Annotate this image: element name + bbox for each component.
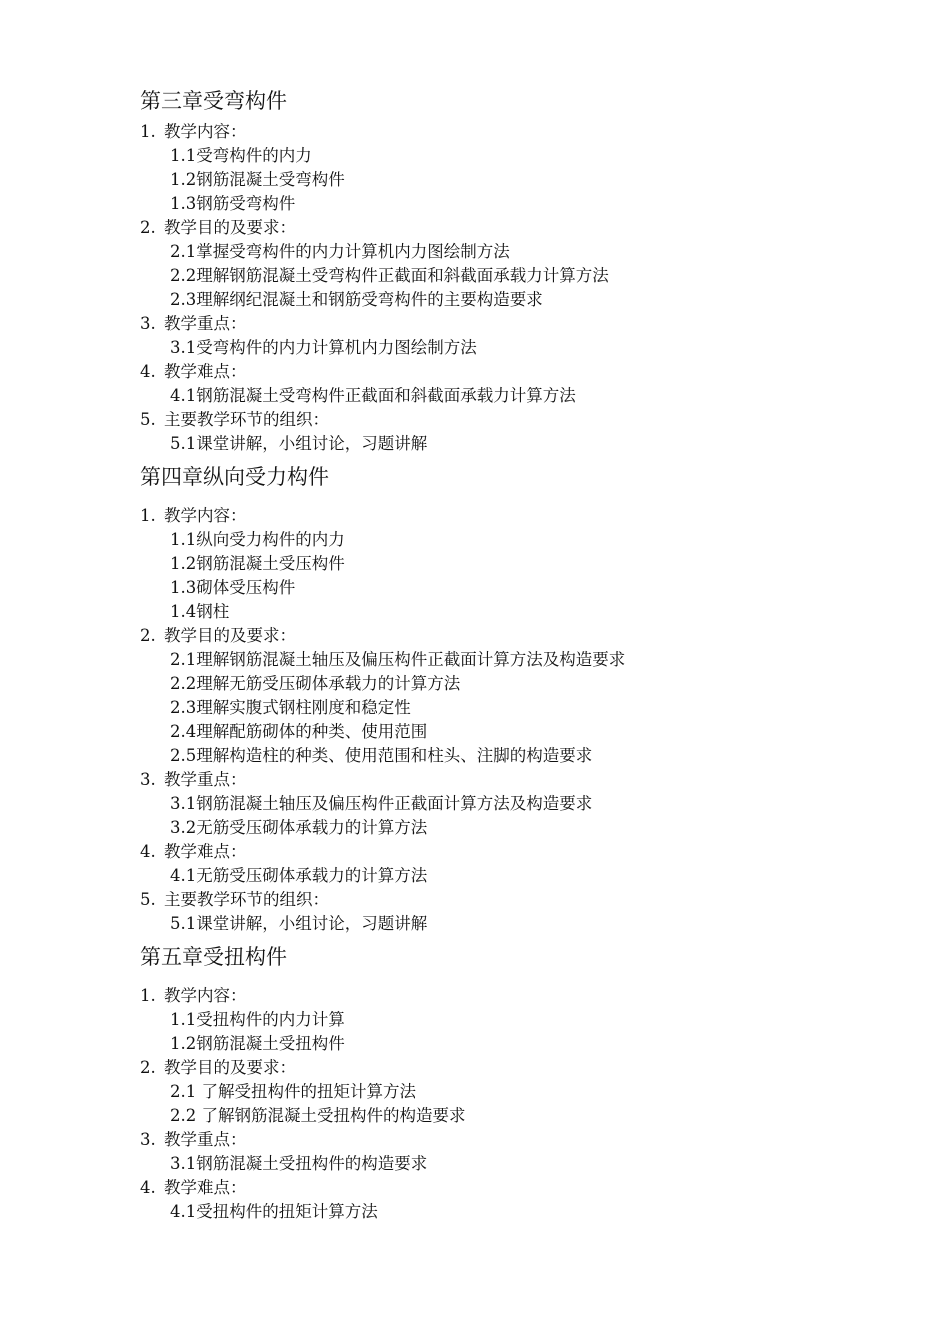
list-item: 2.3理解纲纪混凝土和钢筋受弯构件的主要构造要求 (170, 290, 543, 309)
section-label: 教学重点： (164, 770, 247, 789)
section-4 (140, 360, 900, 408)
section-label: 教学难点： (164, 842, 247, 861)
list-item: 2.1 了解受扭构件的扭矩计算方法 (170, 1082, 416, 1101)
section-2 (140, 624, 900, 768)
section-number: 4. (140, 362, 156, 381)
section-heading (140, 312, 900, 336)
section-heading (140, 408, 900, 432)
section-number: 3. (140, 314, 156, 333)
list-item: 2.3理解实腹式钢柱刚度和稳定性 (170, 698, 411, 717)
section-label: 主要教学环节的组织： (164, 410, 329, 429)
section-4 (140, 1176, 900, 1224)
section-2 (140, 216, 900, 312)
list-item: 5.1课堂讲解，小组讨论，习题讲解 (170, 914, 428, 933)
section-3 (140, 768, 900, 840)
section-label: 教学重点： (164, 314, 247, 333)
section-label: 教学目的及要求： (164, 626, 296, 645)
section-label: 教学难点： (164, 1178, 247, 1197)
list-item: 2.2 了解钢筋混凝土受扭构件的构造要求 (170, 1106, 466, 1125)
list-item: 1.1受弯构件的内力 (170, 146, 312, 165)
list-item: 1.2钢筋混凝土受弯构件 (170, 170, 345, 189)
section-heading (140, 504, 900, 528)
section-1 (140, 984, 900, 1056)
list-item: 1.1受扭构件的内力计算 (170, 1010, 345, 1029)
section-2 (140, 1056, 900, 1128)
section-heading (140, 840, 900, 864)
list-item: 3.1钢筋混凝土轴压及偏压构件正截面计算方法及构造要求 (170, 794, 593, 813)
section-heading (140, 768, 900, 792)
section-label: 教学内容： (164, 122, 247, 141)
section-heading (140, 1176, 900, 1200)
section-heading (140, 360, 900, 384)
list-item: 2.2理解钢筋混凝土受弯构件正截面和斜截面承载力计算方法 (170, 266, 609, 285)
list-item: 1.4钢柱 (170, 602, 230, 621)
chapter-4 (140, 462, 900, 936)
list-item: 1.2钢筋混凝土受扭构件 (170, 1034, 345, 1053)
section-label: 教学难点： (164, 362, 247, 381)
section-5 (140, 408, 900, 456)
section-label: 教学内容： (164, 986, 247, 1005)
section-heading (140, 888, 900, 912)
section-heading (140, 1128, 900, 1152)
section-number: 1. (140, 986, 156, 1005)
list-item: 2.4理解配筋砌体的种类、使用范围 (170, 722, 428, 741)
section-label: 教学目的及要求： (164, 1058, 296, 1077)
list-item: 4.1无筋受压砌体承载力的计算方法 (170, 866, 428, 885)
list-item: 2.5理解构造柱的种类、使用范围和柱头、注脚的构造要求 (170, 746, 593, 765)
chapter-title: 第三章受弯构件 (140, 89, 287, 113)
list-item: 4.1钢筋混凝土受弯构件正截面和斜截面承载力计算方法 (170, 386, 576, 405)
section-number: 4. (140, 1178, 156, 1197)
list-item: 3.1钢筋混凝土受扭构件的构造要求 (170, 1154, 428, 1173)
list-item: 5.1课堂讲解，小组讨论，习题讲解 (170, 434, 428, 453)
section-label: 教学内容： (164, 506, 247, 525)
chapter-title: 第四章纵向受力构件 (140, 465, 329, 489)
section-heading (140, 984, 900, 1008)
list-item: 1.2钢筋混凝土受压构件 (170, 554, 345, 573)
section-number: 2. (140, 218, 156, 237)
list-item: 2.1掌握受弯构件的内力计算机内力图绘制方法 (170, 242, 510, 261)
section-1 (140, 120, 900, 216)
list-item: 1.3砌体受压构件 (170, 578, 296, 597)
chapter-3 (140, 86, 900, 456)
section-number: 3. (140, 770, 156, 789)
section-heading (140, 1056, 900, 1080)
section-heading (140, 216, 900, 240)
list-item: 2.2理解无筋受压砌体承载力的计算方法 (170, 674, 461, 693)
section-number: 5. (140, 410, 156, 429)
section-heading (140, 120, 900, 144)
section-number: 4. (140, 842, 156, 861)
list-item: 1.1纵向受力构件的内力 (170, 530, 345, 549)
section-number: 3. (140, 1130, 156, 1149)
list-item: 3.2无筋受压砌体承载力的计算方法 (170, 818, 428, 837)
section-number: 1. (140, 122, 156, 141)
section-5 (140, 888, 900, 936)
list-item: 4.1受扭构件的扭矩计算方法 (170, 1202, 378, 1221)
section-label: 教学重点： (164, 1130, 247, 1149)
section-label: 教学目的及要求： (164, 218, 296, 237)
section-number: 2. (140, 1058, 156, 1077)
section-1 (140, 504, 900, 624)
chapter-title: 第五章受扭构件 (140, 945, 287, 969)
section-heading (140, 624, 900, 648)
chapter-5 (140, 942, 900, 1224)
section-3 (140, 1128, 900, 1176)
section-number: 1. (140, 506, 156, 525)
section-label: 主要教学环节的组织： (164, 890, 329, 909)
section-number: 2. (140, 626, 156, 645)
section-number: 5. (140, 890, 156, 909)
section-3 (140, 312, 900, 360)
section-4 (140, 840, 900, 888)
list-item: 1.3钢筋受弯构件 (170, 194, 296, 213)
syllabus-document (140, 86, 900, 1224)
list-item: 3.1受弯构件的内力计算机内力图绘制方法 (170, 338, 477, 357)
list-item: 2.1理解钢筋混凝土轴压及偏压构件正截面计算方法及构造要求 (170, 650, 626, 669)
